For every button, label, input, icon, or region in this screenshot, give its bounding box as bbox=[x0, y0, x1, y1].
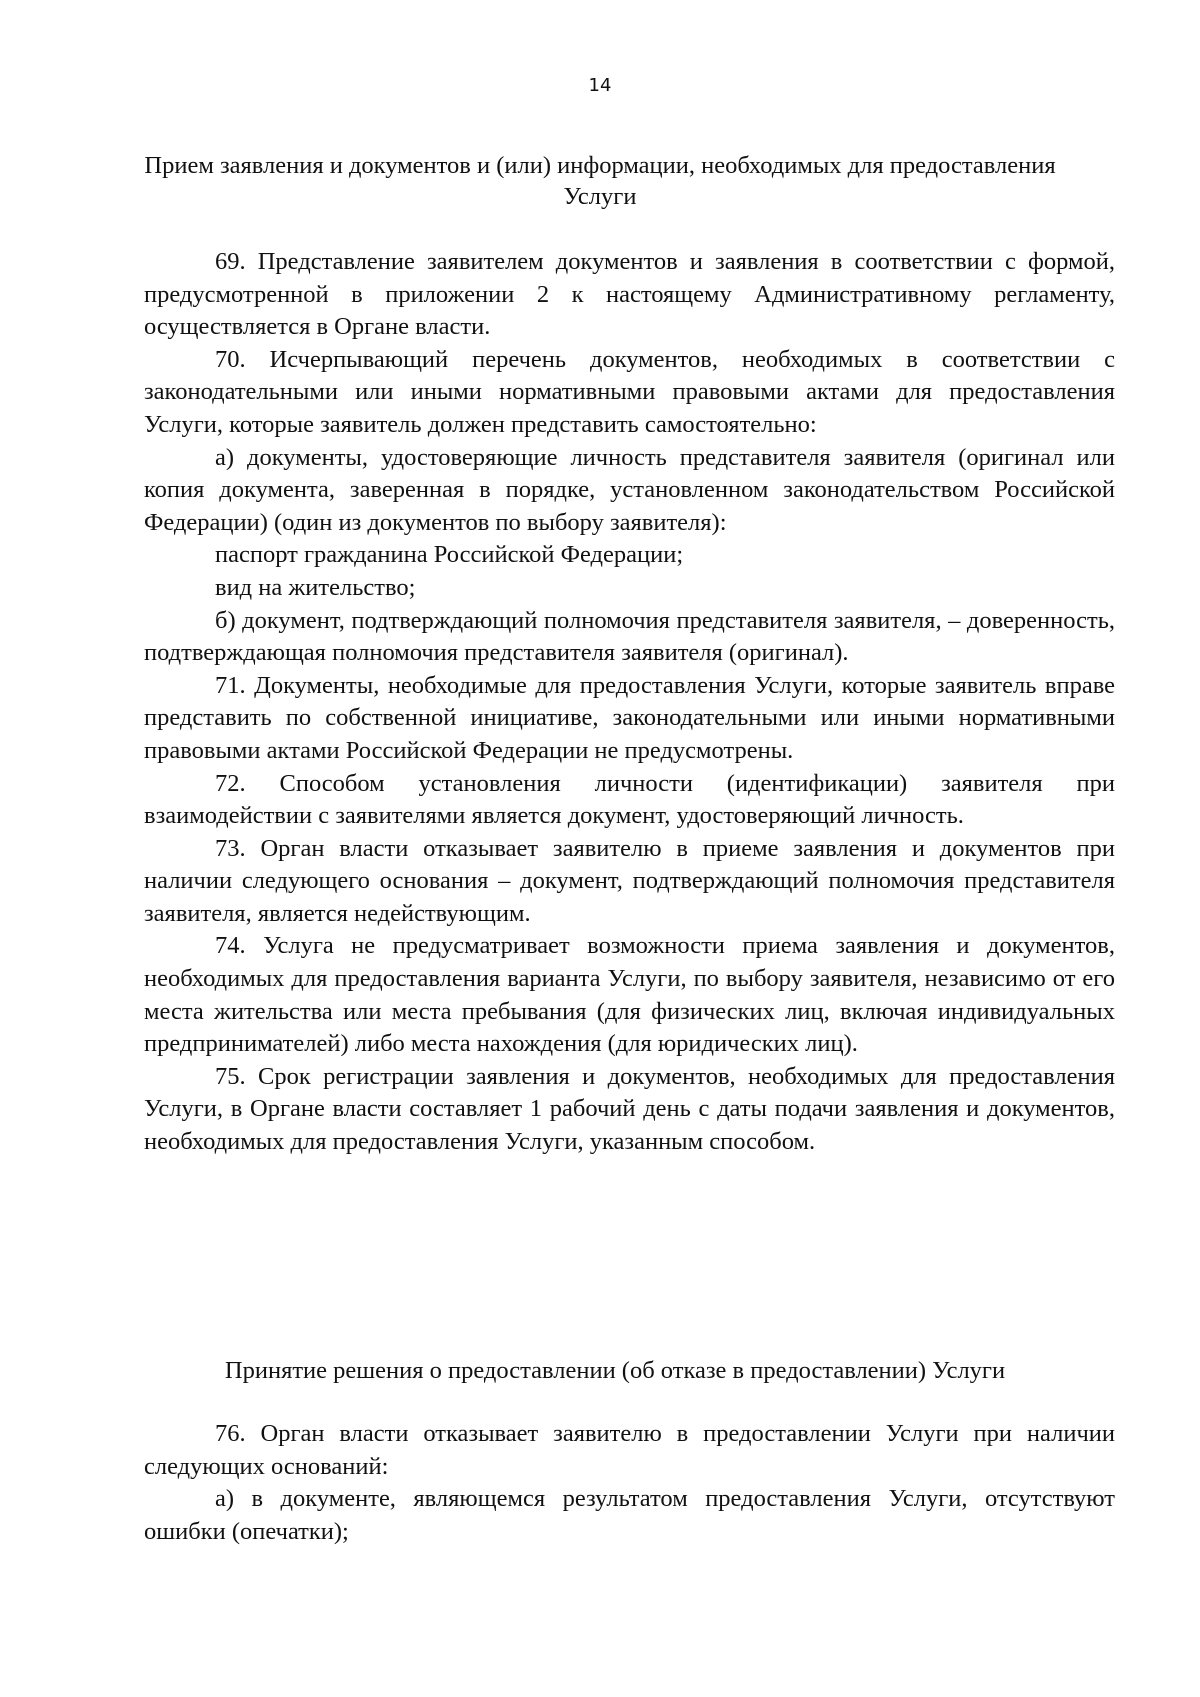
paragraph-74: 74. Услуга не предусматривает возможности приема заявления и документов, необходимых для предоставления варианта Услуги, по выбору заявителя, независимо от его места жительства или места пребывания (для физических лиц, включая индивидуальных предпринимателей) либо места нахождения (для юридических лиц). bbox=[144, 932, 1115, 1058]
paragraph-70-b: б) документ, подтверждающий полномочия представителя заявителя, – доверенность, подтверждающая полномочия представителя заявителя (оригинал). bbox=[144, 606, 1115, 667]
paragraph-69: 69. Представление заявителем документов и заявления в соответствии с формой, предусмотренной в приложении 2 к настоящему Административному регламенту, осуществляется в Органе власти. bbox=[144, 248, 1115, 341]
paragraph-75: 75. Срок регистрации заявления и документов, необходимых для предоставления Услуги, в Органе власти составляет 1 рабочий день с даты подачи заявления и документов, необходимых для предоставления Услуги, указанным способом. bbox=[144, 1062, 1115, 1156]
paragraph-70: 70. Исчерпывающий перечень документов, необходимых в соответствии с законодательными или иными нормативными правовыми актами для предоставления Услуги, которые заявитель должен представить самостоятельно: bbox=[144, 345, 1115, 438]
paragraph-71: 71. Документы, необходимые для предоставления Услуги, которые заявитель вправе представить по собственной инициативе, законодательными или иными нормативными правовыми актами Российской Федерации не предусмотрены. bbox=[144, 671, 1115, 764]
list-item-residence-permit: вид на жительство; bbox=[215, 573, 416, 601]
section-body-decision bbox=[144, 1418, 1115, 1548]
section-heading-application-intake: Прием заявления и документов и (или) информации, необходимых для предоставления Услуги bbox=[144, 152, 1056, 210]
section-heading-decision: Принятие решения о предоставлении (об отказе в предоставлении) Услуги bbox=[224, 1357, 1006, 1384]
paragraph-76: 76. Орган власти отказывает заявителю в предоставлении Услуги при наличии следующих оснований: bbox=[144, 1420, 1115, 1480]
paragraph-76-a: а) в документе, являющемся результатом предоставления Услуги, отсутствуют ошибки (опечатки); bbox=[144, 1485, 1115, 1545]
section-body-application-intake bbox=[144, 246, 1115, 1159]
page-number: 14 bbox=[588, 75, 612, 96]
paragraph-70-a: а) документы, удостоверяющие личность представителя заявителя (оригинал или копия документа, заверенная в порядке, установленном законодательством Российской Федерации) (один из документов по выбору заявителя): bbox=[144, 443, 1115, 536]
paragraph-72: 72. Способом установления личности (идентификации) заявителя при взаимодействии с заявителями является документ, удостоверяющий личность. bbox=[144, 769, 1115, 830]
list-item-passport: паспорт гражданина Российской Федерации; bbox=[215, 541, 684, 569]
paragraph-73: 73. Орган власти отказывает заявителю в приеме заявления и документов при наличии следующего основания – документ, подтверждающий полномочия представителя заявителя, является недействующим. bbox=[144, 834, 1115, 927]
